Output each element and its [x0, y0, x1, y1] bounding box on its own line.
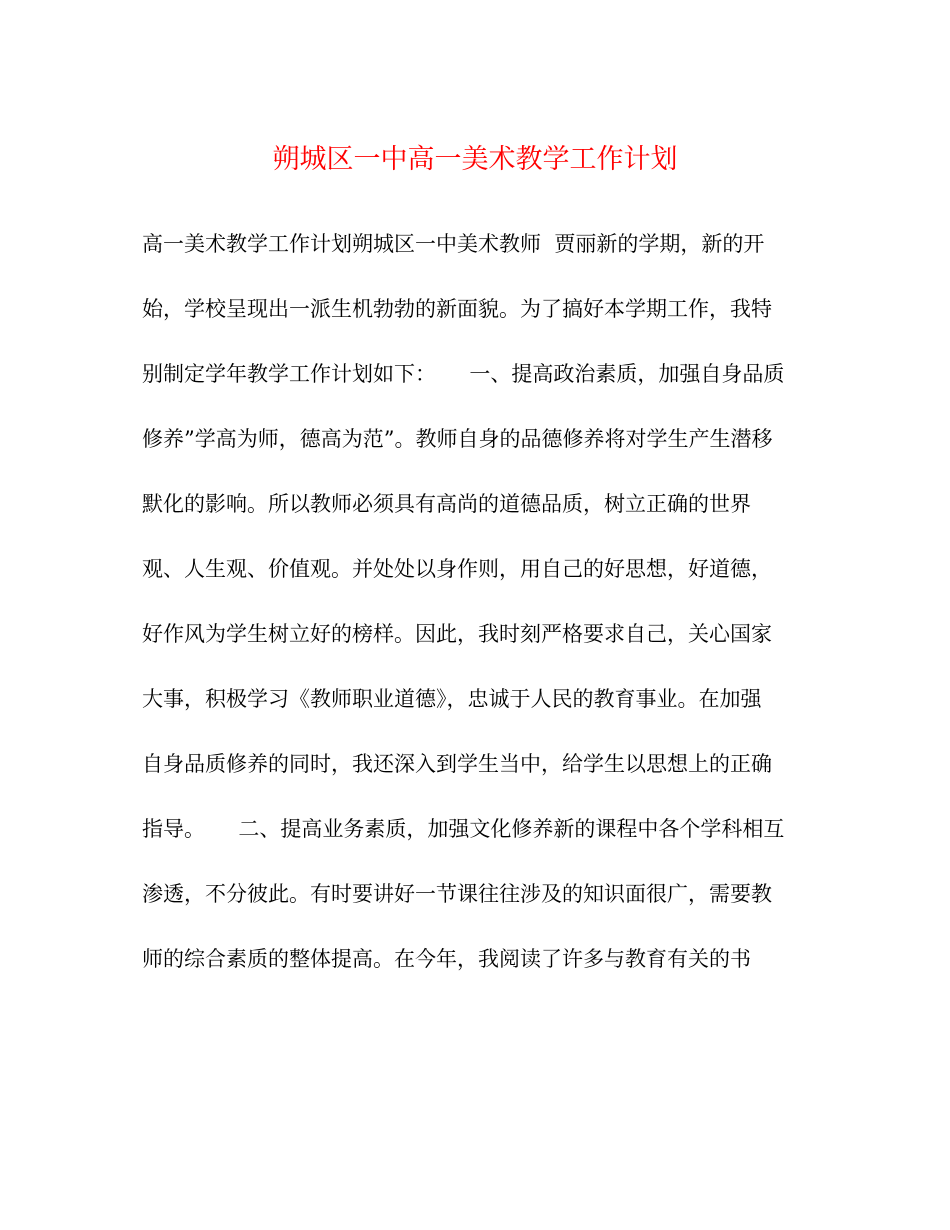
body-line-8: 大事，积极学习《教师职业道德》，忠诚于人民的教育事业。在加强 — [142, 687, 762, 711]
body-line-7: 好作风为学生树立好的榜样。因此，我时刻严格要求自己，关心国家 — [142, 622, 772, 646]
body-line-11: 渗透，不分彼此。有时要讲好一节课往往涉及的知识面很广，需要教 — [142, 882, 772, 906]
body-line-2: 始，学校呈现出一派生机勃勃的新面貌。为了搞好本学期工作，我特 — [142, 297, 772, 321]
body-line-5: 默化的影响。所以教师必须具有高尚的道德品质，树立正确的世界 — [142, 492, 751, 516]
body-line-10: 指导。 二、提高业务素质，加强文化修养新的课程中各个学科相互 — [142, 817, 785, 841]
body-line-3: 别制定学年教学工作计划如下： 一、提高政治素质，加强自身品质 — [142, 362, 785, 386]
document-body — [142, 224, 822, 1004]
body-line-4: 修养”学高为师，德高为范”。教师自身的品德修养将对学生产生潜移 — [142, 427, 773, 451]
body-line-12: 师的综合素质的整体提高。在今年，我阅读了许多与教育有关的书 — [142, 947, 751, 971]
body-line-6: 观、人生观、价值观。并处处以身作则，用自己的好思想，好道德， — [142, 557, 772, 581]
body-line-1: 高一美术教学工作计划朔城区一中美术教师 贾丽新的学期，新的开 — [142, 232, 765, 256]
document-title: 朔城区一中高一美术教学工作计划 — [272, 144, 678, 175]
body-line-9: 自身品质修养的同时，我还深入到学生当中，给学生以思想上的正确 — [142, 752, 772, 776]
